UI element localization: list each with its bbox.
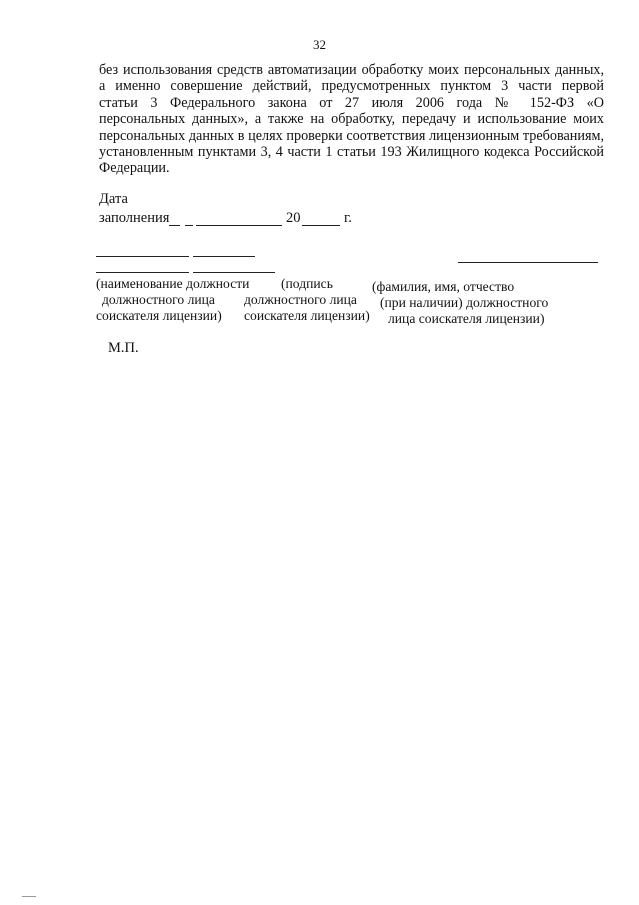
date-dash [185,225,193,226]
stamp-place: М.П. [108,340,139,356]
caption-name-line3: лица соискателя лицензии) [388,311,545,326]
date-year-suffix: г. [344,210,352,226]
caption-position-line2: должностного лица [102,292,215,307]
paragraph-line: а именно совершение действий, предусмотренных пунктом 3 части первой [99,78,604,95]
paragraph-line: персональных данных в целях проверки соответствия лицензионным требованиям, [99,127,604,144]
caption-signature-line3: соискателя лицензии) [244,308,370,323]
caption-signature-line2: должностного лица [244,292,357,307]
signature-line [96,272,189,273]
caption-signature-line1: (подпись [281,276,333,291]
date-dash [169,225,180,226]
caption-name-line1: (фамилия, имя, отчество [372,279,515,294]
date-year-line [302,225,340,226]
caption-position-line3: соискателя лицензии) [96,308,222,323]
paragraph-line: установленным пунктами 3, 4 части 1 статьи 193 Жилищного кодекса Российской [99,144,604,161]
page-number: 32 [313,37,326,52]
signature-line [193,272,275,273]
date-label: Дата [99,191,128,207]
signature-line [96,256,189,257]
date-day-month-line [196,225,282,226]
page-edge-mark [22,896,36,897]
paragraph-line: персональных данных», а также на обработку, передачу и использование моих [99,111,604,128]
paragraph-line: Федерации. [99,160,170,177]
date-year-prefix: 20 [286,210,301,226]
caption-position-line1: (наименование должности [96,276,250,291]
paragraph-line: статьи 3 Федерального закона от 27 июля 2006 года № 152-ФЗ «О [99,94,604,111]
consent-paragraph [99,62,604,177]
paragraph-line: без использования средств автоматизации обработку моих персональных данных, [99,62,604,78]
signature-line [458,262,598,263]
signature-line [193,256,255,257]
date-fill-label: заполнения [99,210,170,226]
caption-name-line2: (при наличии) должностного [380,295,549,310]
